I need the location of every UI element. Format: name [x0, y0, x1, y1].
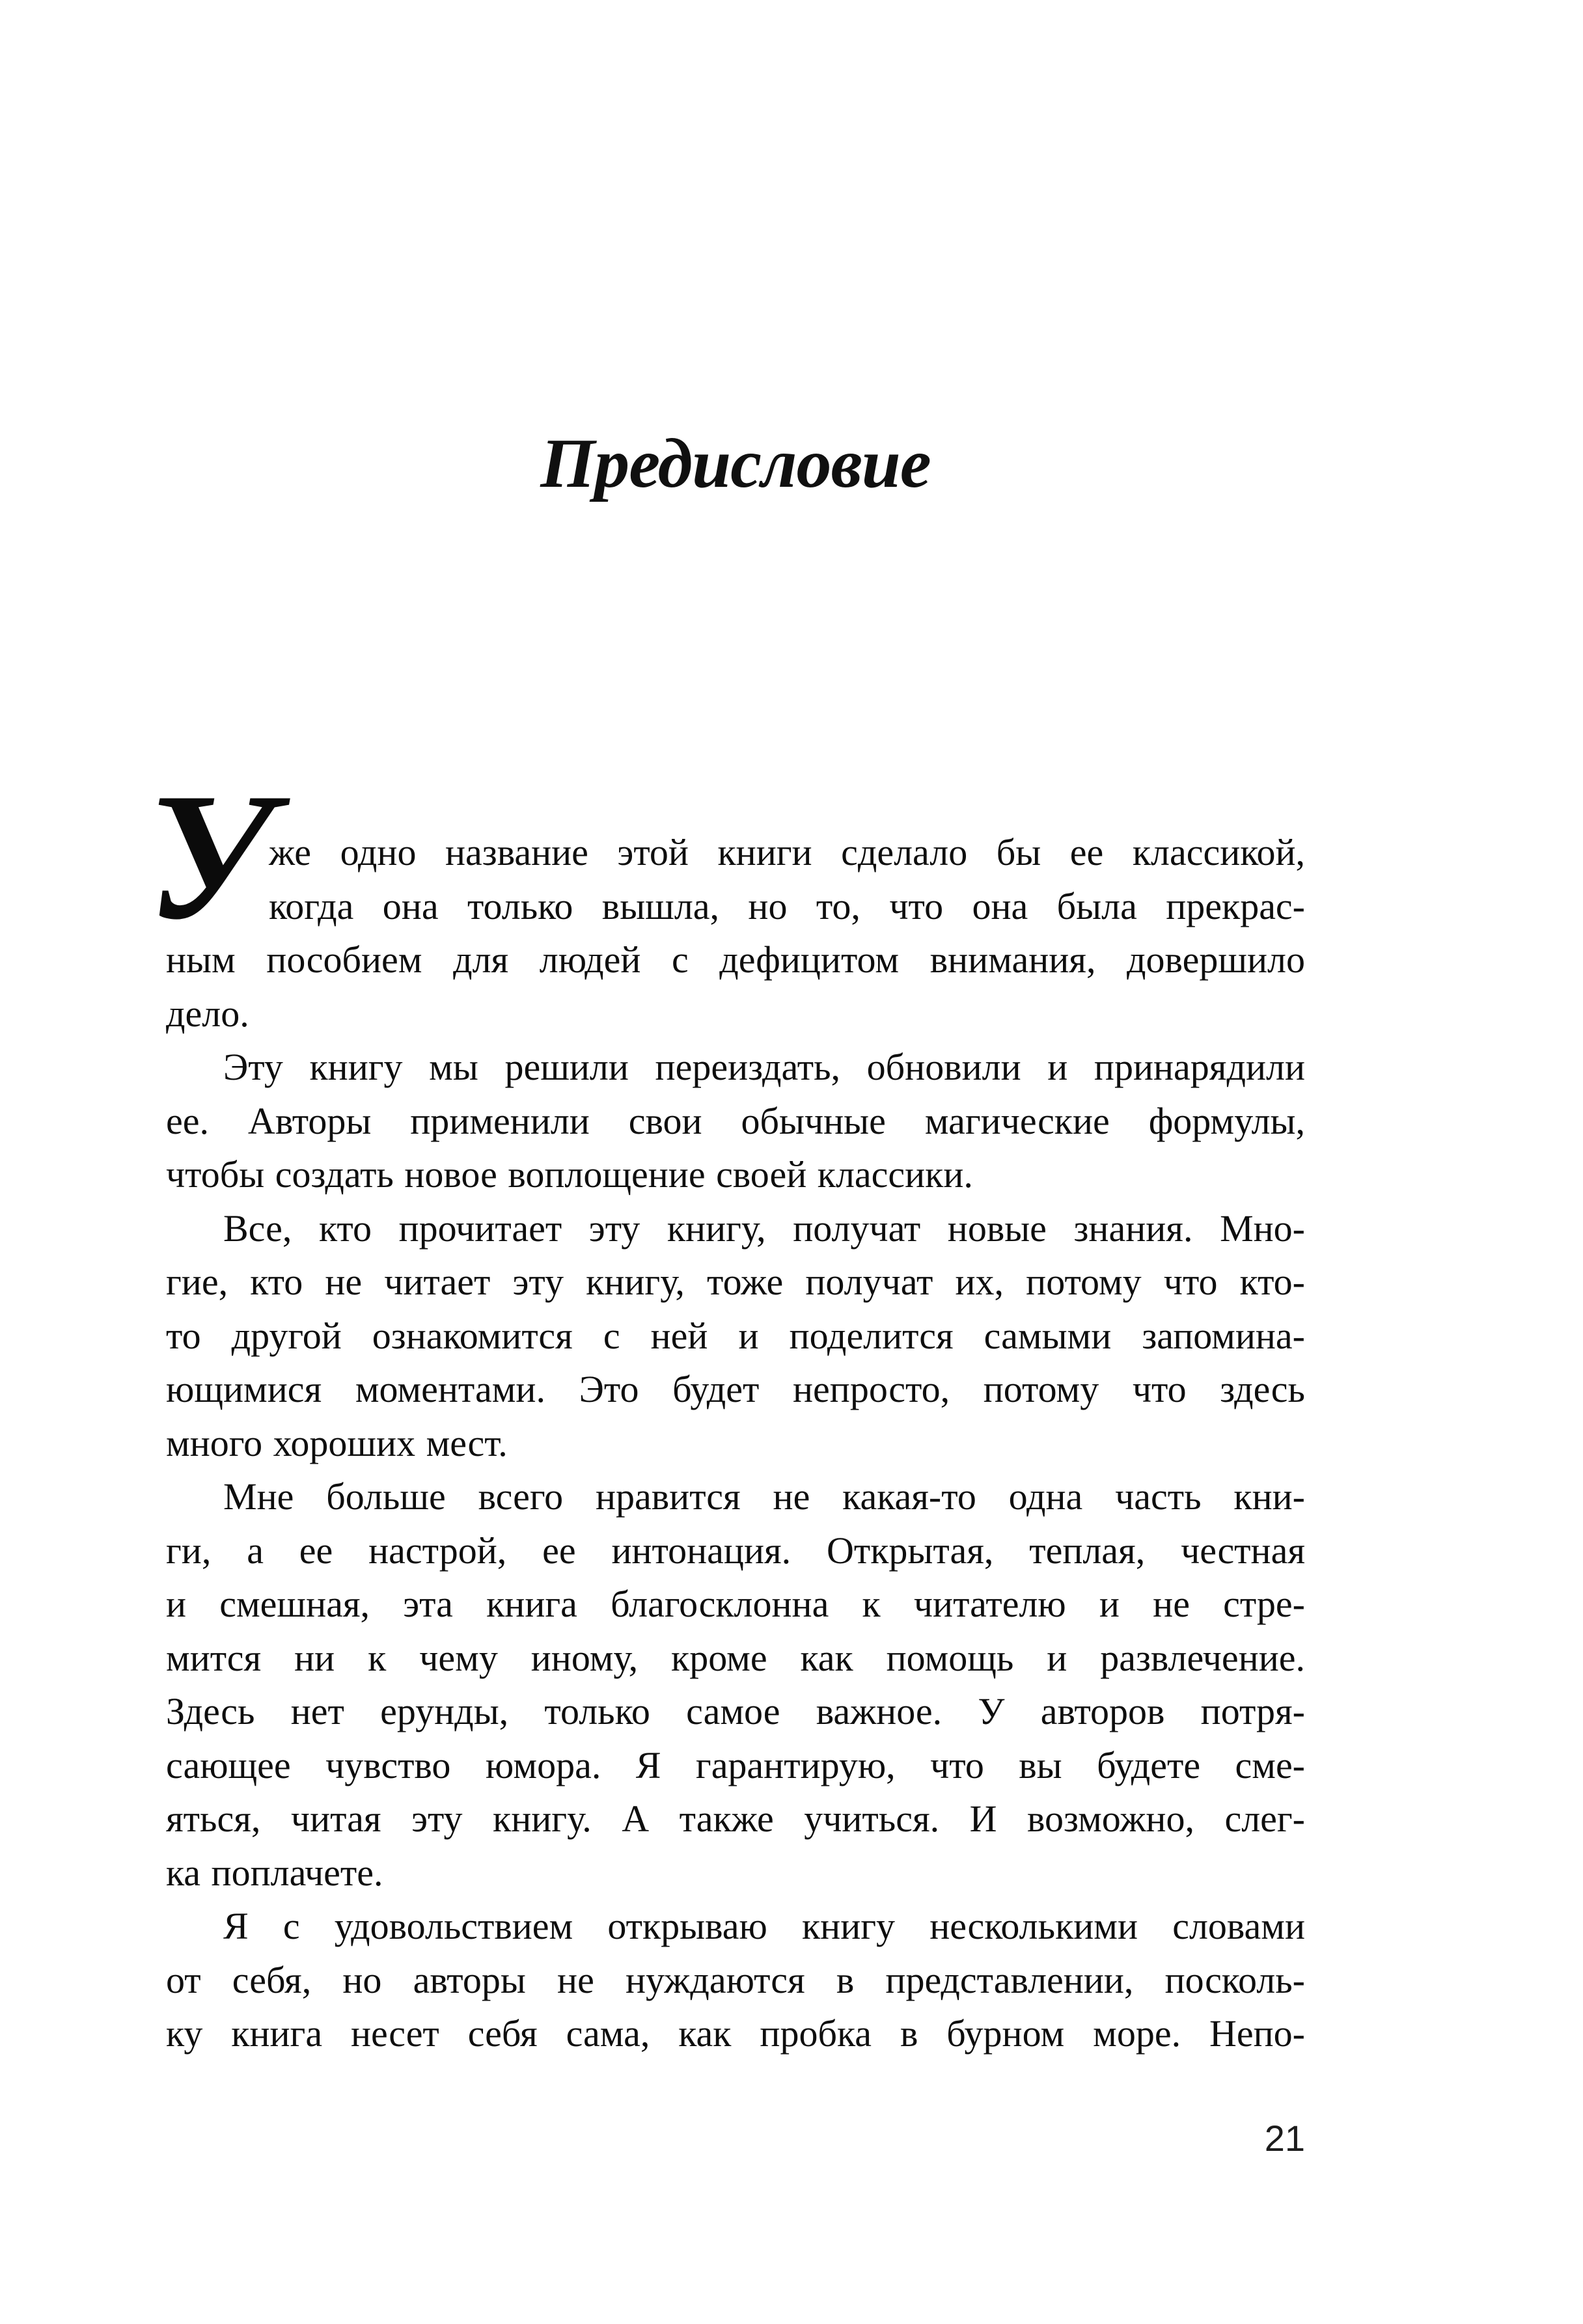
- body-line: Эту книгу мы решили переиздать, обновили и принарядили: [223, 1046, 1305, 1088]
- body-line: ги, а ее настрой, ее интонация. Открытая, теплая, честная: [166, 1529, 1305, 1572]
- body-line: ее. Авторы применили свои обычные магические формулы,: [166, 1099, 1305, 1142]
- page-number: 21: [1264, 2118, 1305, 2159]
- body-line: то другой ознакомится с ней и поделится самыми запомина-: [166, 1314, 1305, 1357]
- body-text: [166, 826, 1305, 2061]
- drop-cap-letter: У: [146, 755, 273, 957]
- body-line: сающее чувство юмора. Я гарантирую, что вы будете сме-: [166, 1743, 1305, 1786]
- body-line: и смешная, эта книга благосклонна к читателю и не стре-: [166, 1583, 1305, 1625]
- body-line: Мне больше всего нравится не какая-то одна часть кни-: [223, 1475, 1305, 1518]
- body-line: ку книга несет себя сама, как пробка в бурном море. Непо-: [166, 2012, 1305, 2055]
- chapter-title: Предисловие: [540, 425, 931, 502]
- body-line: ющимися моментами. Это будет непросто, потому что здесь: [166, 1368, 1305, 1410]
- body-line: чтобы создать новое воплощение своей классики.: [166, 1153, 973, 1196]
- body-line: когда она только вышла, но то, что она была прекрас-: [269, 884, 1305, 927]
- body-line: Здесь нет ерунды, только самое важное. У авторов потря-: [166, 1690, 1305, 1732]
- body-line: яться, читая эту книгу. А также учиться. И возможно, слег-: [166, 1798, 1305, 1840]
- body-line: от себя, но авторы не нуждаются в представлении, посколь-: [166, 1958, 1305, 2001]
- body-line: Я с удовольствием открываю книгу несколькими словами: [223, 1905, 1305, 1947]
- body-line: ка поплачете.: [166, 1851, 383, 1894]
- body-line: мится ни к чему иному, кроме как помощь и развлечение.: [166, 1636, 1305, 1679]
- body-line: гие, кто не читает эту книгу, тоже получат их, потому что кто-: [166, 1261, 1305, 1303]
- body-line: много хороших мест.: [166, 1421, 508, 1464]
- body-line: же одно название этой книги сделало бы ее классикой,: [269, 831, 1305, 873]
- body-line: дело.: [166, 992, 249, 1035]
- body-line: Все, кто прочитает эту книгу, получат новые знания. Мно-: [223, 1207, 1305, 1250]
- body-line: ным пособием для людей с дефицитом внимания, довершило: [166, 938, 1305, 981]
